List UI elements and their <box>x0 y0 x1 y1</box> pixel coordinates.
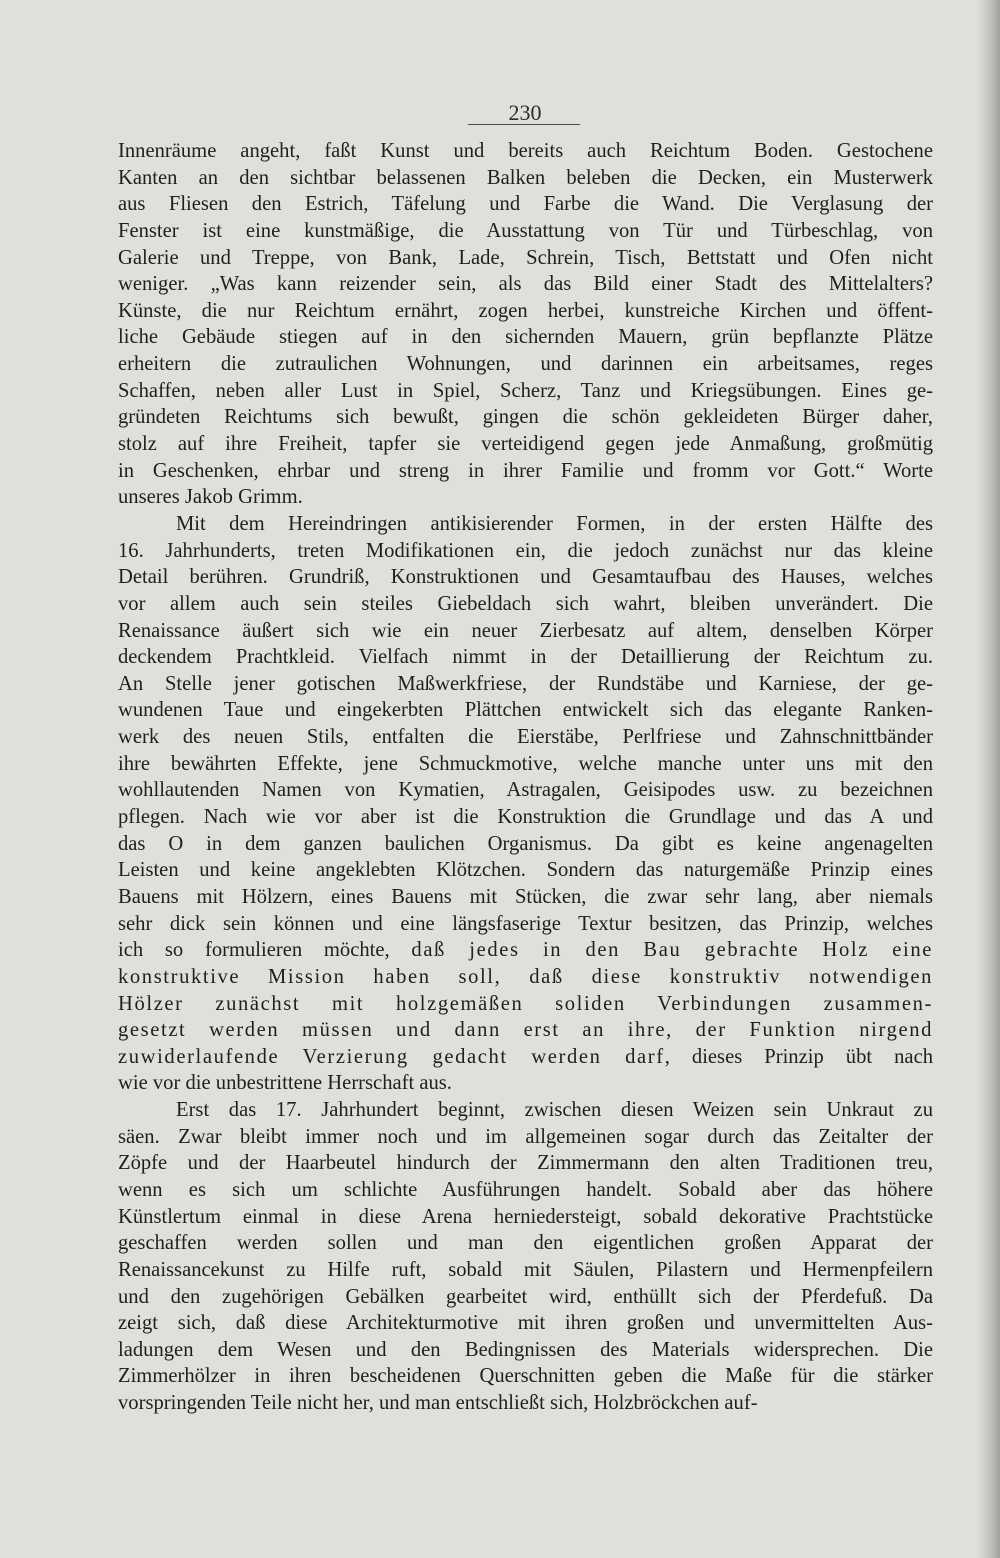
text-line: Mit dem Hereindringen antikisierender Formen, in der ersten Hälfte des <box>176 512 933 535</box>
text-line: konstruktive Mission haben soll, daß diese konstruktiv notwendigen <box>118 965 933 988</box>
text-line: zeigt sich, daß diese Architekturmotive mit ihren großen und unvermittelten Aus- <box>118 1312 933 1335</box>
text-line: in Geschenken, ehrbar und streng in ihrer Familie und fromm vor Gott.“ Worte <box>118 459 933 482</box>
text-line: wohllautenden Namen von Kymatien, Astragalen, Geisipodes usw. zu bezeichnen <box>118 779 933 802</box>
text-line: vor allem auch sein steiles Giebeldach sich wahrt, bleiben unverändert. Die <box>118 592 933 615</box>
page-edge-shadow <box>976 0 1000 1558</box>
text-line: das O in dem ganzen baulichen Organismus. Da gibt es keine angenagelten <box>118 832 933 855</box>
text-line: ihre bewährten Effekte, jene Schmuckmotive, welche manche unter uns mit den <box>118 752 933 775</box>
text-line: wie vor die unbestrittene Herrschaft aus. <box>118 1072 452 1095</box>
text-line: Künste, die nur Reichtum ernährt, zogen herbei, kunstreiche Kirchen und öffent- <box>118 299 933 322</box>
text-line: säen. Zwar bleibt immer noch und im allgemeinen sogar durch das Zeitalter der <box>118 1125 933 1148</box>
text-line: ladungen dem Wesen und den Bedingnissen des Materials widersprechen. Die <box>118 1338 933 1361</box>
text-line: erheitern die zutraulichen Wohnungen, und darinnen ein arbeitsames, reges <box>118 353 933 376</box>
text-line: Künstlertum einmal in diese Arena herniedersteigt, sobald dekorative Prachtstücke <box>118 1205 933 1228</box>
text-line: Schaffen, neben aller Lust in Spiel, Scherz, Tanz und Kriegsübungen. Eines ge- <box>118 379 933 402</box>
text-line: Fenster ist eine kunstmäßige, die Ausstattung von Tür und Türbeschlag, von <box>118 219 933 242</box>
text-line: 16. Jahrhunderts, treten Modifikationen ein, die jedoch zunächst nur das kleine <box>118 539 933 562</box>
text-line: Zöpfe und der Haarbeutel hindurch der Zimmermann den alten Traditionen treu, <box>118 1152 933 1175</box>
text-line: stolz auf ihre Freiheit, tapfer sie verteidigend gegen jede Anmaßung, großmütig <box>118 433 933 456</box>
text-line: ich so formulieren möchte, daß jedes in den Bau gebrachte Holz eine <box>118 939 933 962</box>
text-line: unseres Jakob Grimm. <box>118 486 303 509</box>
text-line: Galerie und Treppe, von Bank, Lade, Schrein, Tisch, Bettstatt und Ofen nicht <box>118 246 933 269</box>
text-line: geschaffen werden sollen und man den eigentlichen großen Apparat der <box>118 1232 933 1255</box>
page-number: 230 <box>508 100 542 125</box>
text-line: An Stelle jener gotischen Maßwerkfriese, der Rundstäbe und Karniese, der ge- <box>118 672 933 695</box>
text-line: wundenen Taue und eingekerbten Plättchen entwickelt sich das elegante Ranken- <box>118 699 933 722</box>
text-line: gesetzt werden müssen und dann erst an ihre, der Funktion nirgend <box>118 1019 933 1042</box>
text-line: vorspringenden Teile nicht her, und man entschließt sich, Holzbröckchen auf- <box>118 1392 758 1415</box>
header-rule <box>468 124 580 125</box>
text-line: werk des neuen Stils, entfalten die Eierstäbe, Perlfriese und Zahnschnittbänder <box>118 726 933 749</box>
text-line: Bauens mit Hölzern, eines Bauens mit Stücken, die zwar sehr lang, aber niemals <box>118 885 933 908</box>
text-line: Kanten an den sichtbar belassenen Balken beleben die Decken, ein Musterwerk <box>118 166 933 189</box>
text-line: Zimmerhölzer in ihren bescheidenen Querschnitten geben die Maße für die stärker <box>118 1365 933 1388</box>
text-line: gründeten Reichtums sich bewußt, gingen die schön gekleideten Bürger daher, <box>118 406 933 429</box>
paragraph <box>118 138 933 511</box>
text-line: pflegen. Nach wie vor aber ist die Konstruktion die Grundlage und das A und <box>118 806 933 829</box>
text-line: Leisten und keine angeklebten Klötzchen. Sondern das naturgemäße Prinzip eines <box>118 859 933 882</box>
text-line: sehr dick sein können und eine längsfaserige Textur besitzen, das Prinzip, welches <box>118 912 933 935</box>
text-line: und den zugehörigen Gebälken gearbeitet wird, enthüllt sich der Pferdefuß. Da <box>118 1285 933 1308</box>
text-line: Detail berühren. Grundriß, Konstruktionen und Gesamtaufbau des Hauses, welches <box>118 566 933 589</box>
body-text <box>118 138 933 1417</box>
text-line: deckendem Prachtkleid. Vielfach nimmt in der Detaillierung der Reichtum zu. <box>118 646 933 669</box>
paragraph <box>118 511 933 1097</box>
text-line: wenn es sich um schlichte Ausführungen handelt. Sobald aber das höhere <box>118 1178 933 1201</box>
text-line: Renaissance äußert sich wie ein neuer Zierbesatz auf altem, denselben Körper <box>118 619 933 642</box>
text-line: Renaissancekunst zu Hilfe ruft, sobald mit Säulen, Pilastern und Hermenpfeilern <box>118 1258 933 1281</box>
text-line: aus Fliesen den Estrich, Täfelung und Farbe die Wand. Die Verglasung der <box>118 193 933 216</box>
text-line: weniger. „Was kann reizender sein, als das Bild einer Stadt des Mittelalters? <box>118 273 933 296</box>
paragraph <box>118 1097 933 1417</box>
text-line: Innenräume angeht, faßt Kunst und bereits auch Reichtum Boden. Gestochene <box>118 140 933 162</box>
text-line: Erst das 17. Jahrhundert beginnt, zwischen diesen Weizen sein Unkraut zu <box>176 1099 933 1122</box>
text-line: liche Gebäude stiegen auf in den sichernden Mauern, grün bepflanzte Plätze <box>118 326 933 349</box>
text-line: zuwiderlaufende Verzierung gedacht werden darf, dieses Prinzip übt nach <box>118 1045 934 1068</box>
text-line: Hölzer zunächst mit holzgemäßen soliden Verbindungen zusammen- <box>118 992 933 1015</box>
